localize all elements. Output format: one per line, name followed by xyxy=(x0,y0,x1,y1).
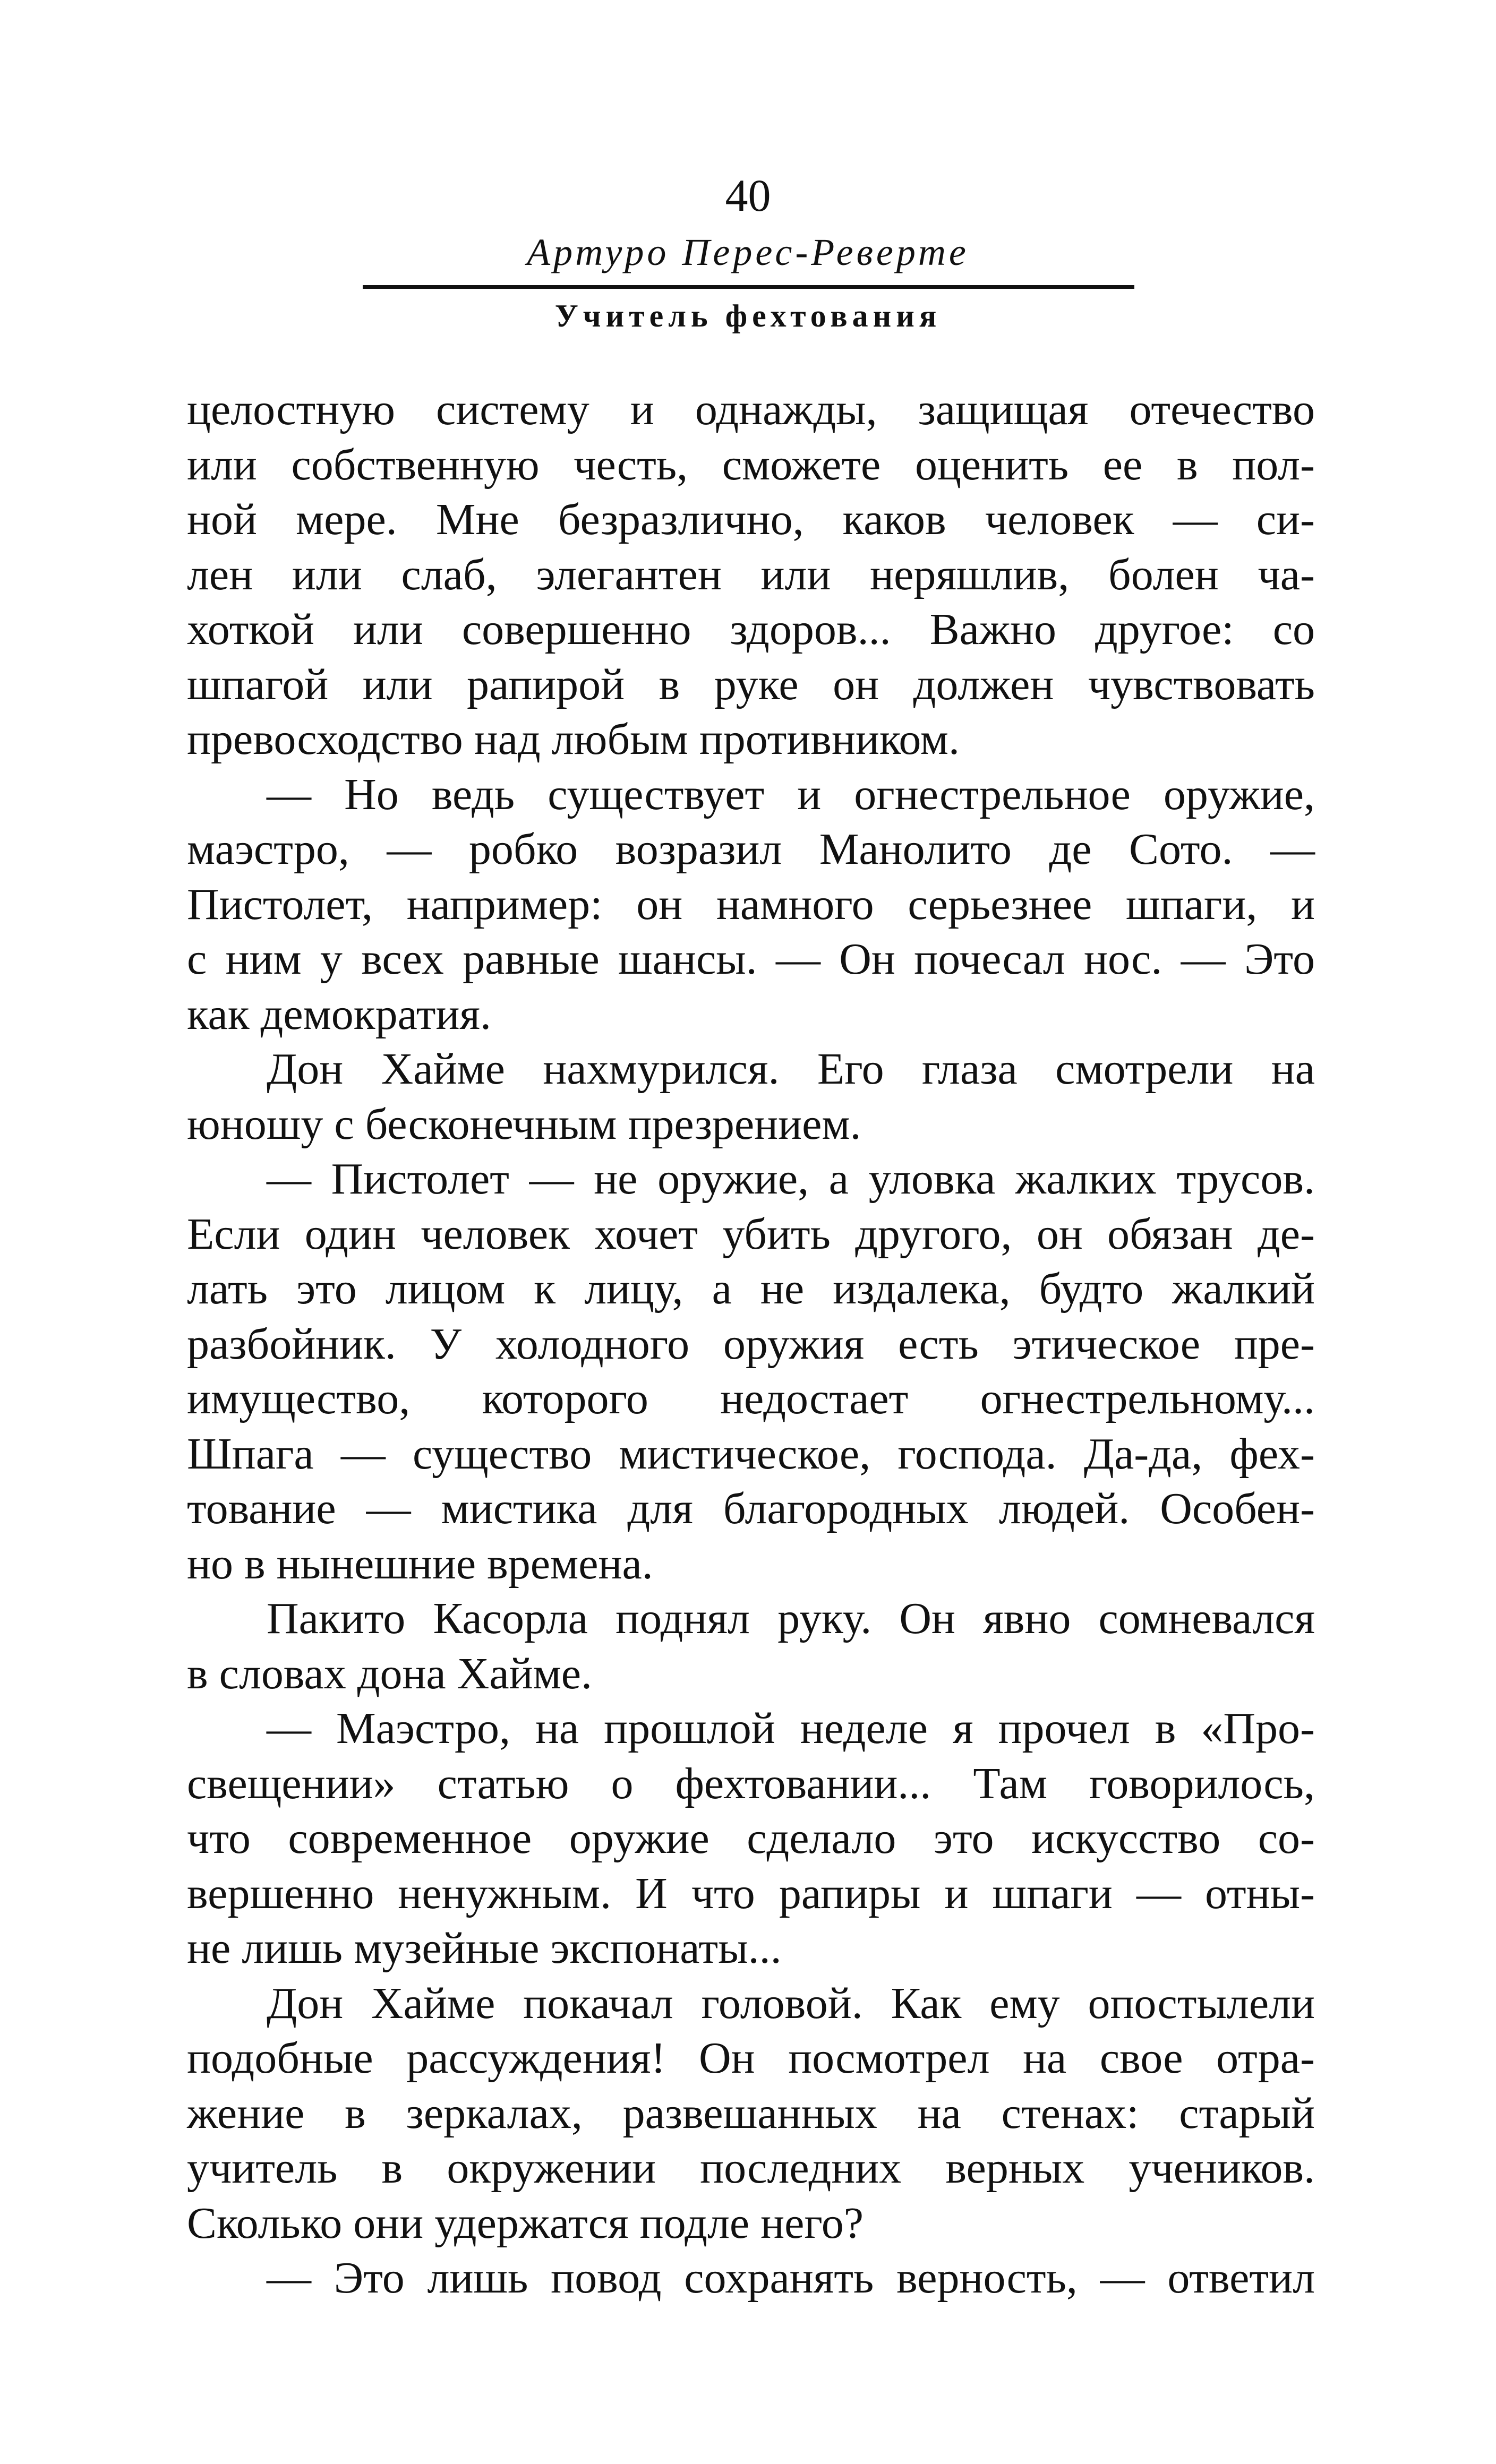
text-line: Дон Хайме нахмурился. Его глаза смотрели на xyxy=(267,1044,1315,1094)
text-line: Если один человек хочет убить другого, он обязан де- xyxy=(187,1209,1315,1259)
page-number: 40 xyxy=(725,170,771,221)
text-line: Шпага — существо мистическое, господа. Да-да, фех- xyxy=(187,1429,1315,1479)
text-line: не лишь музейные экспонаты... xyxy=(187,1924,782,1973)
text-line: учитель в окружении последних верных учеников. xyxy=(187,2143,1315,2193)
text-line: — Но ведь существует и огнестрельное оружие, xyxy=(267,769,1315,819)
text-line: разбойник. У холодного оружия есть этическое пре- xyxy=(187,1319,1315,1369)
body-text xyxy=(187,382,1315,2306)
text-line: но в нынешние времена. xyxy=(187,1539,653,1589)
text-line: имущество, которого недостает огнестрельному... xyxy=(187,1374,1315,1423)
text-line: как демократия. xyxy=(187,989,492,1039)
text-line: подобные рассуждения! Он посмотрел на свое отра- xyxy=(187,2033,1315,2083)
text-line: что современное оружие сделало это искусство со- xyxy=(187,1814,1315,1863)
text-line: Пистолет, например: он намного серьезнее шпаги, и xyxy=(187,879,1315,929)
text-line: превосходство над любым противником. xyxy=(187,715,960,764)
text-line: с ним у всех равные шансы. — Он почесал нос. — Это xyxy=(187,934,1315,984)
text-line: юношу с бесконечным презрением. xyxy=(187,1099,861,1149)
text-line: — Пистолет — не оружие, а уловка жалких трусов. xyxy=(267,1154,1315,1204)
text-line: тование — мистика для благородных людей. Особен- xyxy=(187,1484,1315,1533)
running-header-author: Артуро Перес-Реверте xyxy=(527,231,969,273)
text-line: Пакито Касорла поднял руку. Он явно сомневался xyxy=(267,1594,1315,1643)
text-line: в словах дона Хайме. xyxy=(187,1649,593,1698)
text-line: ной мере. Мне безразлично, каков человек — си- xyxy=(187,495,1315,544)
header-divider xyxy=(363,285,1134,289)
text-line: Сколько они удержатся подле него? xyxy=(187,2198,864,2248)
text-line: жение в зеркалах, развешанных на стенах: старый xyxy=(187,2088,1315,2138)
running-header-title: Учитель фехтования xyxy=(554,298,942,333)
text-line: лать это лицом к лицу, а не издалека, будто жалкий xyxy=(187,1264,1315,1313)
text-line: свещении» статью о фехтовании... Там говорилось, xyxy=(187,1758,1315,1808)
text-line: шпагой или рапирой в руке он должен чувствовать xyxy=(187,659,1315,709)
text-line: лен или слаб, элегантен или неряшлив, болен ча- xyxy=(187,550,1315,599)
text-line: маэстро, — робко возразил Манолито де Сото. — xyxy=(187,825,1315,874)
text-line: хоткой или совершенно здоров... Важно другое: со xyxy=(187,605,1315,654)
text-line: — Это лишь повод сохранять верность, — ответил xyxy=(267,2253,1315,2303)
text-line: вершенно ненужным. И что рапиры и шпаги — отны- xyxy=(187,1868,1315,1918)
text-line: или собственную честь, сможете оценить ее в пол- xyxy=(187,440,1315,490)
text-line: Дон Хайме покачал головой. Как ему опостылели xyxy=(267,1978,1315,2028)
text-line: целостную систему и однажды, защищая отечество xyxy=(187,385,1315,434)
text-line: — Маэстро, на прошлой неделе я прочел в «Про- xyxy=(267,1704,1315,1753)
